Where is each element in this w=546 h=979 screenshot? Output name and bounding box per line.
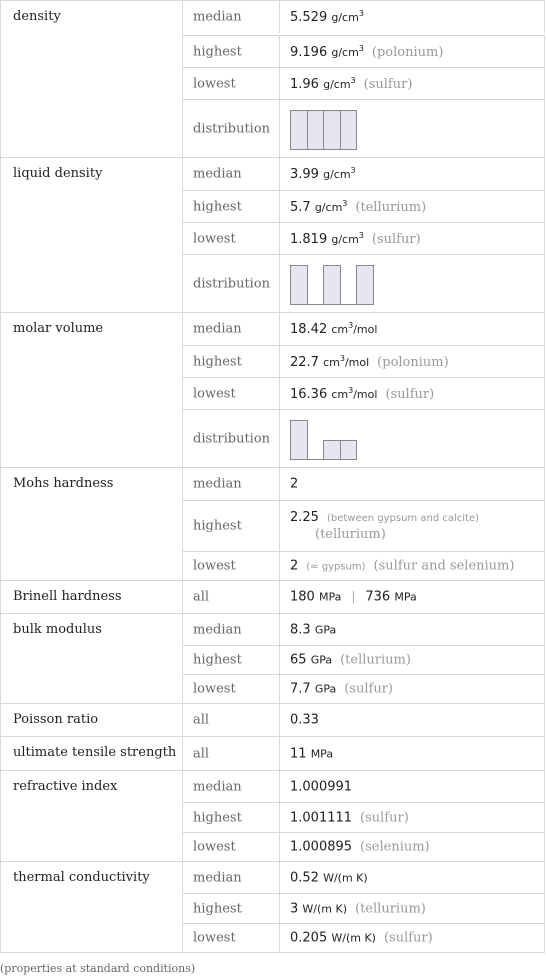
density-highest: highest 9.196 $g/cm^3$ (polonium) bbox=[183, 35, 545, 67]
footnote: (properties at standard conditions) bbox=[0, 962, 196, 975]
thermal-conductivity-row bbox=[0, 862, 545, 953]
uts-row bbox=[0, 737, 545, 771]
liquid-density-lowest: lowest 1.819 $g/cm^3$ (sulfur) bbox=[183, 222, 545, 254]
liquid-density-distribution: distribution bbox=[183, 254, 545, 312]
molar-volume-row bbox=[0, 313, 545, 468]
uts-all: all 11 MPa bbox=[183, 737, 545, 770]
histogram-bar bbox=[323, 110, 341, 150]
property-name: molar volume bbox=[13, 321, 104, 336]
histogram-bar bbox=[340, 440, 358, 460]
histogram-bar bbox=[356, 265, 374, 305]
refractive-index-row bbox=[0, 771, 545, 862]
property-name: ultimate tensile strength bbox=[13, 745, 177, 760]
mohs-highest: highest 2.25 (between gypsum and calcite) (tellurium) bbox=[183, 500, 545, 551]
poisson-all: all 0.33 bbox=[183, 704, 545, 736]
bulk-highest: highest 65 GPa (tellurium) bbox=[183, 645, 545, 674]
bulk-lowest: lowest 7.7 GPa (sulfur) bbox=[183, 674, 545, 703]
property-name: density bbox=[13, 9, 61, 24]
density-lowest: lowest 1.96 $g/cm^3$ (sulfur) bbox=[183, 67, 545, 99]
refractive-lowest: lowest 1.000895 (selenium) bbox=[183, 832, 545, 861]
density-row bbox=[0, 0, 545, 158]
molar-volume-lowest: lowest 16.36 $cm^3$/mol (sulfur) bbox=[183, 377, 545, 409]
property-name: liquid density bbox=[13, 166, 103, 181]
density-distribution: distribution bbox=[183, 99, 545, 158]
thermal-lowest: lowest 0.205 W/(m K) (sulfur) bbox=[183, 923, 545, 952]
liquid-density-median: median 3.99 $g/cm^3$ bbox=[183, 158, 545, 190]
property-name: refractive index bbox=[13, 779, 118, 794]
mohs-lowest: lowest 2 (≈ gypsum) (sulfur and selenium) bbox=[183, 551, 545, 580]
property-name: Poisson ratio bbox=[13, 712, 99, 727]
mohs-hardness-row bbox=[0, 468, 545, 581]
bulk-modulus-row bbox=[0, 614, 545, 704]
thermal-highest: highest 3 W/(m K) (tellurium) bbox=[183, 893, 545, 923]
histogram-bar bbox=[323, 265, 341, 305]
distribution-histogram bbox=[290, 420, 358, 460]
density-median: median 5.529 $g/cm^3$ bbox=[183, 1, 545, 33]
brinell-hardness-row bbox=[0, 581, 545, 614]
molar-volume-distribution: distribution bbox=[183, 409, 545, 467]
distribution-histogram bbox=[290, 265, 358, 305]
liquid-density-row bbox=[0, 158, 545, 313]
molar-volume-median: median 18.42 $cm^3$/mol bbox=[183, 313, 545, 345]
bulk-median: median 8.3 GPa bbox=[183, 614, 545, 645]
histogram-bar bbox=[290, 420, 308, 460]
property-name: Brinell hardness bbox=[13, 589, 122, 604]
refractive-highest: highest 1.001111 (sulfur) bbox=[183, 802, 545, 832]
refractive-median: median 1.000991 bbox=[183, 771, 545, 802]
histogram-bar bbox=[290, 265, 308, 305]
liquid-density-highest: highest 5.7 $g/cm^3$ (tellurium) bbox=[183, 190, 545, 222]
mohs-median: median 2 bbox=[183, 468, 545, 500]
histogram-bar bbox=[340, 110, 358, 150]
property-name: thermal conductivity bbox=[13, 870, 150, 885]
histogram-bar bbox=[290, 110, 308, 150]
distribution-histogram bbox=[290, 110, 358, 150]
poisson-ratio-row bbox=[0, 704, 545, 737]
molar-volume-highest: highest 22.7 $cm^3$/mol (polonium) bbox=[183, 345, 545, 377]
thermal-median: median 0.52 W/(m K) bbox=[183, 862, 545, 893]
brinell-all: all 180 MPa | 736 MPa bbox=[183, 581, 545, 613]
property-name: Mohs hardness bbox=[13, 476, 114, 491]
property-name: bulk modulus bbox=[13, 622, 102, 637]
histogram-bar bbox=[307, 110, 325, 150]
histogram-bar bbox=[323, 440, 341, 460]
